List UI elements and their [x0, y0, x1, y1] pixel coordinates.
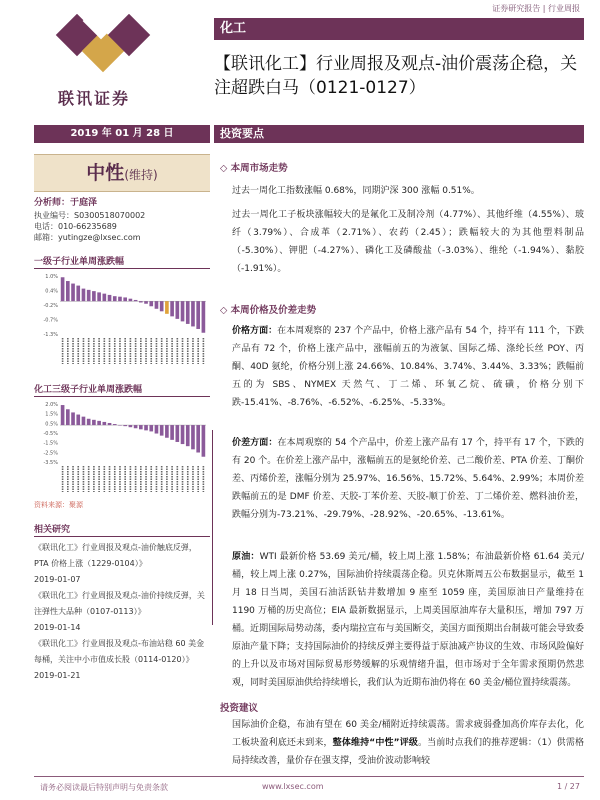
spread-text: 在本周观察的 54 个产品中，价差上涨产品有 17 个，持平有 17 个，下跌的有 20 个。在价差上涨产品中，涨幅前五的是氨纶价差、己二酸价差、PTA 价差、丁酮价差、丙烯价差，涨幅分别为 25.97%、16.56%、15.72%、5.64%、2.99%；本周价差跌幅前五的是 DMF 价差、天胶-丁苯价差、天胶-顺丁价差、丁二烯价差、燃料油价差，跌幅分别为-73.21%、-29.79%、-28.92%、-20.65%、-13.61%。 — [232, 438, 584, 520]
price-text: 在本周观察的 237 个产品中，价格上涨产品有 54 个，持平有 111 个，下跌产品有 72 个，价格上涨产品中，涨幅前五的为液氯、国际乙烯、涤纶长丝 POY、丙酮、40D 氨纶，价格分别上涨 24.66%、10.84%、3.74%、3.44%、3.33%；跌幅前五的为 SBS、NYMEX 天然气、丁二烯、环氧乙烷、硫磺，价格分别下跌-15.41%、-8.76%、-6.52%、-6.25%、-5.33%。 — [232, 326, 584, 408]
footer-divider — [34, 776, 584, 777]
bar — [155, 301, 159, 309]
bar — [186, 301, 190, 324]
bar — [108, 295, 112, 301]
bar — [82, 289, 86, 302]
market-p1: 过去一周化工指数涨幅 0.68%，同期沪深 300 涨幅 0.51%。 — [232, 186, 480, 196]
bar — [191, 301, 195, 326]
chart-source: 资料来源：聚源 — [34, 501, 83, 509]
y-tick-label: -1.3% — [43, 332, 58, 338]
bar — [118, 297, 122, 302]
bar — [139, 301, 143, 302]
footer-disclaimer[interactable]: 请务必阅读最后特别声明与免责条款 — [40, 783, 168, 792]
bar — [129, 299, 133, 302]
y-tick-label: 1.0% — [45, 274, 58, 280]
bar — [102, 294, 106, 302]
oil-paragraph — [232, 548, 584, 692]
report-tag: 证券研究报告 | 行业周报 — [492, 4, 580, 13]
related-item[interactable]: 《联讯化工》行业周报及观点-油价持续反弹，关注弹性大品种（0107-0113）》 — [34, 591, 205, 616]
y-tick-label: 0.5% — [45, 421, 58, 428]
bar — [71, 412, 75, 425]
oil-text: WTI 最新价格 53.69 美元/桶，较上周上涨 1.58%；布油最新价格 61.64 美元/桶，较上周上涨 0.27%，国际油价持续震荡企稳。贝克休斯周五公布数据显示，截至 1 月 18 日当周，美国石油活跃钻井数增加 9 座至 1059 座，美国原油日产量维持在 1190 万桶的历史高位；EIA 最新数据显示，上周美国原油库存大量积压，增加 797 万桶。近期国际局势动荡，委内瑞拉宣布与美国断交，美国方面预期出台制裁可能会导致委原油产量下降；支持国际油价的持续反弹主要得益于原油减产协议的生效、市场风险偏好的上升以及市场对国际贸易形势缓解的乐观情绪升温，但市场对于全年需求预期仍然悲观，同时美国原油供给持续增长，我们认为近期布油仍将在 60 美金/桶位置持续震荡。 — [232, 552, 584, 688]
divider — [34, 536, 210, 537]
oil-label: 原油： — [232, 552, 260, 562]
bar — [175, 301, 179, 319]
bar — [113, 424, 117, 425]
y-tick-label: 0.4% — [45, 288, 58, 295]
bar — [61, 405, 65, 425]
bar — [139, 425, 143, 429]
bar — [160, 425, 164, 436]
market-heading: ◇ 本周市场走势 — [220, 163, 288, 174]
bar — [92, 291, 96, 301]
price-heading: ◇ 本周价格及价差走势 — [220, 305, 317, 316]
y-tick-label: -0.5% — [43, 431, 58, 437]
bar — [149, 425, 153, 431]
bar — [102, 422, 106, 425]
bar — [134, 300, 138, 301]
bar — [61, 277, 65, 301]
y-tick-label: 2.0% — [45, 402, 58, 408]
section-investment-points: 投资要点 — [214, 125, 584, 143]
bar — [108, 423, 112, 425]
report-date: 2019 年 01 月 28 日 — [34, 125, 210, 143]
rating-main: 中性 — [86, 162, 125, 184]
divider — [212, 430, 213, 625]
bar — [66, 281, 70, 301]
rating-sub: (维持) — [124, 168, 158, 182]
related-item[interactable]: 《联讯化工》行业周报及观点-油价触底反弹，PTA 价格上涨（1229-0104）》 — [34, 543, 197, 568]
bar — [76, 415, 80, 426]
bar — [71, 284, 75, 302]
bar — [118, 425, 122, 426]
related-title: 相关研究 — [34, 525, 71, 535]
advice-text-2: 。当前时点我们的推荐逻辑：（1）供需格局持续改善，量价存在强支撑，受油价波动影响较 — [232, 738, 584, 766]
page-number: 1 / 27 — [556, 782, 580, 791]
divider — [34, 396, 210, 397]
bar — [181, 425, 185, 444]
logo-text: 联讯证券 — [58, 89, 131, 108]
advice-text-1: 国际油价企稳，布油有望在 60 美金/桶附近持续震荡。需求疲弱叠加高价库存去化，化工板块盈利底还未到来， — [232, 720, 584, 748]
advice-rating: 整体维持“中性”评级 — [332, 738, 419, 748]
market-heading-text: 本周市场走势 — [230, 163, 288, 174]
bar — [129, 425, 133, 427]
chart-subindustry-weekly — [34, 400, 210, 496]
category-bar: 化工 — [214, 18, 584, 40]
bar — [97, 421, 101, 425]
advice-heading: 投资建议 — [220, 703, 259, 714]
bar — [76, 286, 80, 302]
related-date: 2019-01-14 — [34, 623, 81, 632]
advice-paragraph — [232, 716, 584, 770]
bar — [92, 420, 96, 425]
bar — [202, 425, 206, 457]
bar — [149, 301, 153, 306]
bar — [165, 425, 169, 438]
y-tick-label: 1.5% — [45, 411, 58, 418]
market-p2: 过去一周化工子板块涨幅较大的是氟化工及制冷剂（4.77%）、其他纤维（4.55%）、玻纤（3.79%）、合成革（2.71%）、农药（2.45）；跌幅较大的为其他塑料制品（-5.30%）、钾肥（-4.27%）、磷化工及磷酸盐（-3.03%）、维纶（-1.94%）、黏胶（-1.91%）。 — [232, 210, 584, 274]
bar — [165, 301, 169, 314]
bar — [97, 292, 101, 301]
bar — [191, 425, 195, 449]
bar — [160, 301, 164, 311]
bar — [134, 425, 138, 428]
footer-url[interactable]: www.lxsec.com — [262, 782, 324, 791]
bar — [186, 425, 190, 446]
spread-paragraph — [232, 434, 584, 524]
y-tick-label: -0.2% — [43, 303, 58, 309]
report-title: 【联讯化工】行业周报及观点-油价震荡企稳，关注超跌白马（0121-0127） — [214, 54, 578, 98]
price-paragraph — [232, 322, 584, 412]
bar — [87, 290, 91, 301]
bar — [170, 301, 174, 316]
price-label: 价格方面： — [232, 326, 278, 336]
analyst-cert: 执业编号：S0300518070002 — [34, 211, 146, 220]
bar — [155, 425, 159, 433]
analyst-name: 分析师：于庭泽 — [34, 198, 98, 208]
chart2-title: 化工三级子行业单周涨跌幅 — [34, 385, 143, 395]
y-tick-label: -1.5% — [43, 440, 58, 447]
related-date: 2019-01-07 — [34, 575, 81, 584]
bar — [87, 419, 91, 425]
logo-mark — [56, 14, 150, 72]
chart-industry-weekly — [34, 272, 210, 372]
analyst-phone: 电话：010-66235689 — [34, 222, 117, 231]
bar — [170, 425, 174, 440]
related-list — [34, 540, 210, 684]
y-tick-label: -2.5% — [43, 450, 58, 457]
bar — [66, 409, 70, 425]
spread-label: 价差方面： — [232, 438, 278, 448]
bar — [144, 425, 148, 430]
bar — [175, 425, 179, 442]
price-heading-text: 本周价格及价差走势 — [230, 305, 317, 316]
bar — [123, 297, 127, 301]
bar — [181, 301, 185, 321]
bar — [202, 301, 206, 333]
bar — [123, 425, 127, 426]
bar — [113, 296, 117, 301]
bar — [82, 417, 86, 425]
y-tick-label: -3.5% — [43, 460, 58, 466]
bar — [196, 425, 200, 452]
bar — [196, 301, 200, 329]
related-item[interactable]: 《联讯化工》行业周报及观点-布油站稳 60 美金每桶，关注中小市值成长股（0114-0120）》2019-01-21 — [34, 639, 205, 680]
bar — [144, 301, 148, 304]
divider — [34, 268, 210, 269]
chart1-title: 一级子行业单周涨跌幅 — [34, 257, 125, 267]
analyst-email[interactable]: 邮箱：yutingze@lxsec.com — [34, 233, 141, 242]
y-tick-label: -0.7% — [43, 317, 58, 324]
rating-box — [34, 154, 210, 192]
